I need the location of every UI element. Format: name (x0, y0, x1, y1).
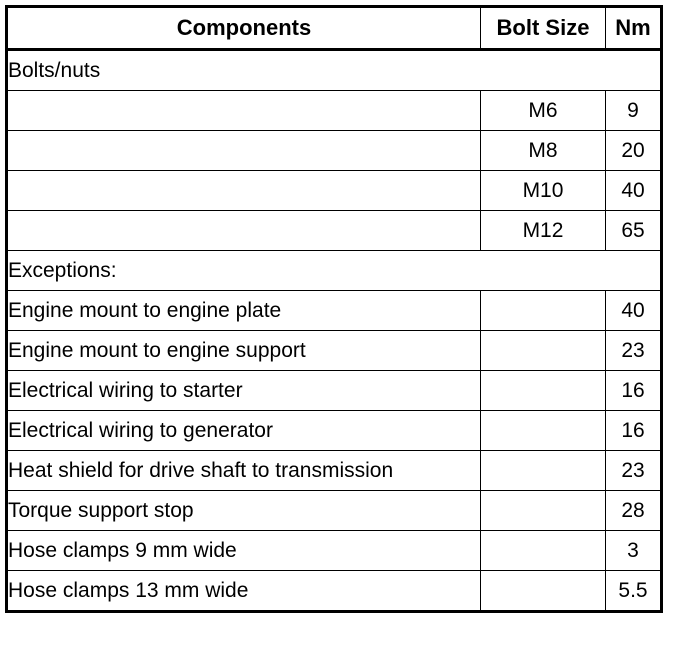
bolt-size-cell (481, 491, 606, 531)
nm-cell: 23 (606, 451, 662, 491)
component-cell: Hose clamps 9 mm wide (7, 531, 481, 571)
bolt-size-cell: M10 (481, 171, 606, 211)
bolt-size-cell (481, 291, 606, 331)
table-row (7, 491, 662, 531)
header-bolt-size: Bolt Size (481, 7, 606, 50)
nm-cell: 28 (606, 491, 662, 531)
table-row (7, 171, 662, 211)
nm-cell: 3 (606, 531, 662, 571)
table-row (7, 91, 662, 131)
nm-cell: 23 (606, 331, 662, 371)
bolt-size-cell: M8 (481, 131, 606, 171)
section-row-exceptions (7, 251, 662, 291)
bolt-size-cell (481, 531, 606, 571)
nm-cell: 40 (606, 171, 662, 211)
section-title-exceptions: Exceptions: (7, 251, 662, 291)
component-cell: Electrical wiring to generator (7, 411, 481, 451)
bolt-size-cell (481, 411, 606, 451)
component-cell (7, 91, 481, 131)
nm-cell: 16 (606, 371, 662, 411)
component-cell: Engine mount to engine plate (7, 291, 481, 331)
header-components: Components (7, 7, 481, 50)
nm-cell: 9 (606, 91, 662, 131)
component-cell: Electrical wiring to starter (7, 371, 481, 411)
component-cell: Hose clamps 13 mm wide (7, 571, 481, 612)
component-cell (7, 131, 481, 171)
section-title-bolts: Bolts/nuts (7, 50, 662, 91)
bolt-size-cell: M6 (481, 91, 606, 131)
bolt-size-cell (481, 331, 606, 371)
table-row (7, 411, 662, 451)
table-row (7, 371, 662, 411)
section-row-bolts (7, 50, 662, 91)
table-row (7, 131, 662, 171)
table-row (7, 451, 662, 491)
table-row (7, 291, 662, 331)
component-cell: Torque support stop (7, 491, 481, 531)
header-nm: Nm (606, 7, 662, 50)
table-row (7, 331, 662, 371)
component-cell: Heat shield for drive shaft to transmission (7, 451, 481, 491)
torque-spec-table (5, 5, 663, 613)
nm-cell: 20 (606, 131, 662, 171)
component-cell: Engine mount to engine support (7, 331, 481, 371)
header-row (7, 7, 662, 50)
bolt-size-cell (481, 371, 606, 411)
bolt-size-cell: M12 (481, 211, 606, 251)
bolt-size-cell (481, 571, 606, 612)
component-cell (7, 211, 481, 251)
nm-cell: 65 (606, 211, 662, 251)
component-cell (7, 171, 481, 211)
table-row (7, 531, 662, 571)
nm-cell: 5.5 (606, 571, 662, 612)
bolt-size-cell (481, 451, 606, 491)
table-row (7, 571, 662, 612)
table-row (7, 211, 662, 251)
nm-cell: 40 (606, 291, 662, 331)
nm-cell: 16 (606, 411, 662, 451)
